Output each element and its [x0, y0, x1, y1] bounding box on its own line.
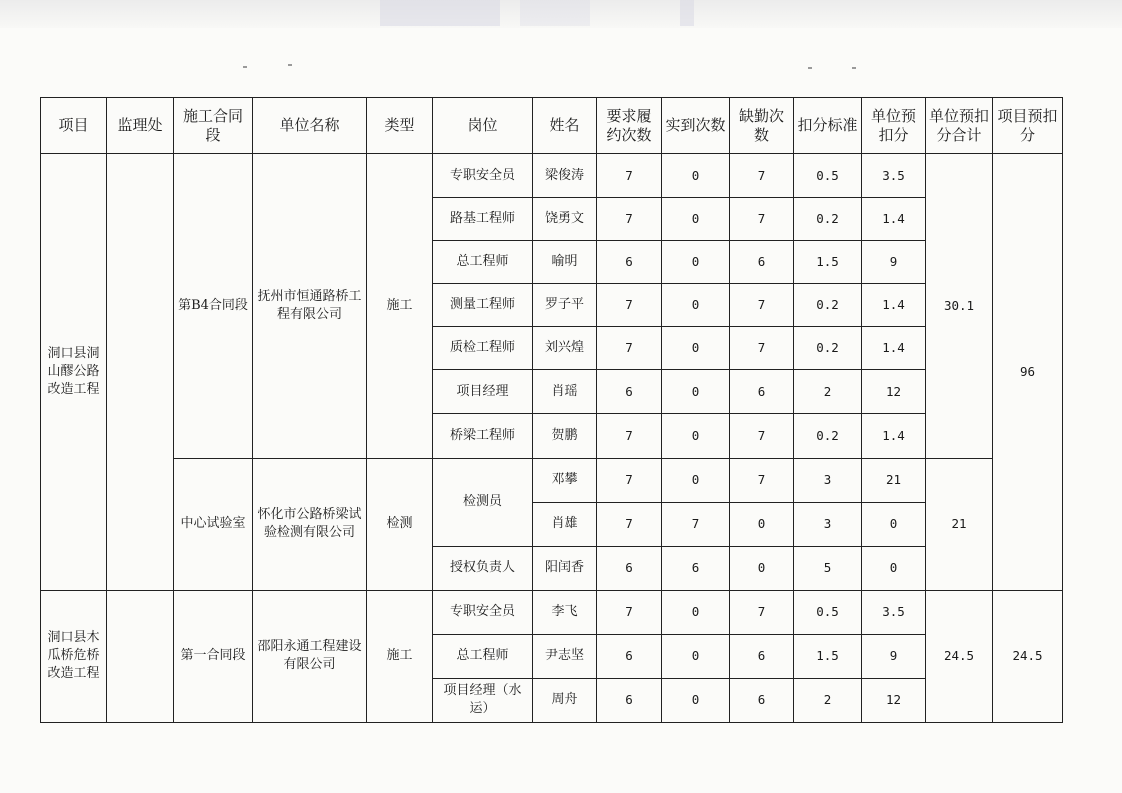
header-cell: 缺勤次数: [730, 98, 794, 154]
person-name-cell: 阳闰香: [533, 546, 597, 590]
post-cell: 总工程师: [433, 634, 533, 678]
standard-cell: 3: [794, 502, 862, 546]
deduction-cell: 1.4: [862, 414, 926, 458]
standard-cell: 5: [794, 546, 862, 590]
attended-cell: 0: [662, 327, 730, 370]
deduction-cell: 3.5: [862, 154, 926, 198]
person-name-cell: 邓攀: [533, 458, 597, 502]
required-cell: 7: [597, 198, 662, 241]
attended-cell: 0: [662, 414, 730, 458]
standard-cell: 0.2: [794, 198, 862, 241]
type-cell: 施工: [367, 154, 433, 458]
standard-cell: 0.5: [794, 590, 862, 634]
absent-cell: 6: [730, 241, 794, 284]
absent-cell: 7: [730, 590, 794, 634]
attended-cell: 0: [662, 198, 730, 241]
standard-cell: 2: [794, 678, 862, 722]
scan-speck: [808, 67, 812, 69]
absent-cell: 7: [730, 327, 794, 370]
absent-cell: 7: [730, 284, 794, 327]
absent-cell: 7: [730, 414, 794, 458]
unit-total-cell: 21: [926, 458, 993, 590]
deduction-cell: 0: [862, 546, 926, 590]
person-name-cell: 罗子平: [533, 284, 597, 327]
header-cell: 单位预扣分合计: [926, 98, 993, 154]
absent-cell: 6: [730, 634, 794, 678]
person-name-cell: 肖雄: [533, 502, 597, 546]
absent-cell: 7: [730, 154, 794, 198]
header-cell: 要求履约次数: [597, 98, 662, 154]
scan-speck: [288, 64, 292, 66]
deduction-cell: 1.4: [862, 284, 926, 327]
deduction-cell: 9: [862, 241, 926, 284]
absent-cell: 6: [730, 678, 794, 722]
scan-edge: [0, 0, 1122, 28]
person-name-cell: 贺鹏: [533, 414, 597, 458]
table-row: [41, 590, 1063, 634]
scan-speck: [243, 66, 247, 68]
required-cell: 7: [597, 284, 662, 327]
company-cell: 怀化市公路桥梁试验检测有限公司: [253, 458, 367, 590]
absent-cell: 6: [730, 370, 794, 414]
attended-cell: 7: [662, 502, 730, 546]
standard-cell: 2: [794, 370, 862, 414]
deduction-cell: 1.4: [862, 198, 926, 241]
deduction-cell: 12: [862, 370, 926, 414]
post-cell: 授权负责人: [433, 546, 533, 590]
required-cell: 6: [597, 546, 662, 590]
post-cell: 专职安全员: [433, 590, 533, 634]
post-cell: 总工程师: [433, 241, 533, 284]
standard-cell: 1.5: [794, 241, 862, 284]
attended-cell: 6: [662, 546, 730, 590]
attended-cell: 0: [662, 678, 730, 722]
attended-cell: 0: [662, 590, 730, 634]
required-cell: 7: [597, 154, 662, 198]
attended-cell: 0: [662, 241, 730, 284]
standard-cell: 0.5: [794, 154, 862, 198]
required-cell: 7: [597, 458, 662, 502]
company-cell: 抚州市恒通路桥工程有限公司: [253, 154, 367, 458]
post-cell: 项目经理: [433, 370, 533, 414]
post-cell: 项目经理（水运）: [433, 678, 533, 722]
attended-cell: 0: [662, 634, 730, 678]
deduction-cell: 21: [862, 458, 926, 502]
post-cell: 检测员: [433, 458, 533, 546]
header-cell: 实到次数: [662, 98, 730, 154]
deduction-cell: 1.4: [862, 327, 926, 370]
project-name-cell: 洞口县洞山醪公路改造工程: [41, 154, 107, 591]
standard-cell: 1.5: [794, 634, 862, 678]
post-cell: 桥梁工程师: [433, 414, 533, 458]
person-name-cell: 饶勇文: [533, 198, 597, 241]
header-cell: 监理处: [107, 98, 174, 154]
scan-speck: [852, 67, 856, 69]
post-cell: 专职安全员: [433, 154, 533, 198]
supervisor-cell: [107, 590, 174, 722]
required-cell: 7: [597, 590, 662, 634]
table-row: [41, 154, 1063, 198]
attended-cell: 0: [662, 284, 730, 327]
header-cell: 单位名称: [253, 98, 367, 154]
header-row: [41, 98, 1063, 154]
attended-cell: 0: [662, 458, 730, 502]
standard-cell: 0.2: [794, 327, 862, 370]
post-cell: 路基工程师: [433, 198, 533, 241]
project-name-cell: 洞口县木瓜桥危桥改造工程: [41, 590, 107, 722]
deduction-cell: 0: [862, 502, 926, 546]
header-cell: 姓名: [533, 98, 597, 154]
header-cell: 项目预扣分: [993, 98, 1063, 154]
required-cell: 7: [597, 502, 662, 546]
person-name-cell: 尹志坚: [533, 634, 597, 678]
project-deduction-cell: 24.5: [993, 590, 1063, 722]
project-deduction-cell: 96: [993, 154, 1063, 591]
type-cell: 施工: [367, 590, 433, 722]
attended-cell: 0: [662, 154, 730, 198]
required-cell: 6: [597, 634, 662, 678]
section-cell: 中心试验室: [174, 458, 253, 590]
deduction-cell: 3.5: [862, 590, 926, 634]
required-cell: 7: [597, 327, 662, 370]
header-cell: 岗位: [433, 98, 533, 154]
type-cell: 检测: [367, 458, 433, 590]
person-name-cell: 梁俊涛: [533, 154, 597, 198]
header-cell: 施工合同段: [174, 98, 253, 154]
deduction-cell: 9: [862, 634, 926, 678]
unit-total-cell: 30.1: [926, 154, 993, 458]
required-cell: 6: [597, 678, 662, 722]
company-cell: 邵阳永通工程建设有限公司: [253, 590, 367, 722]
header-cell: 项目: [41, 98, 107, 154]
person-name-cell: 李飞: [533, 590, 597, 634]
person-name-cell: 周舟: [533, 678, 597, 722]
required-cell: 6: [597, 241, 662, 284]
section-cell: 第一合同段: [174, 590, 253, 722]
person-name-cell: 肖瑶: [533, 370, 597, 414]
absent-cell: 0: [730, 546, 794, 590]
deduction-cell: 12: [862, 678, 926, 722]
header-cell: 单位预扣分: [862, 98, 926, 154]
person-name-cell: 刘兴煌: [533, 327, 597, 370]
person-name-cell: 喻明: [533, 241, 597, 284]
attended-cell: 0: [662, 370, 730, 414]
post-cell: 质检工程师: [433, 327, 533, 370]
required-cell: 6: [597, 370, 662, 414]
header-cell: 类型: [367, 98, 433, 154]
standard-cell: 3: [794, 458, 862, 502]
absent-cell: 0: [730, 502, 794, 546]
supervisor-cell: [107, 154, 174, 591]
absent-cell: 7: [730, 458, 794, 502]
header-cell: 扣分标准: [794, 98, 862, 154]
standard-cell: 0.2: [794, 414, 862, 458]
post-cell: 测量工程师: [433, 284, 533, 327]
unit-total-cell: 24.5: [926, 590, 993, 722]
absent-cell: 7: [730, 198, 794, 241]
required-cell: 7: [597, 414, 662, 458]
table-row: [41, 458, 1063, 502]
standard-cell: 0.2: [794, 284, 862, 327]
deduction-table: [40, 97, 1063, 723]
section-cell: 第B4合同段: [174, 154, 253, 458]
